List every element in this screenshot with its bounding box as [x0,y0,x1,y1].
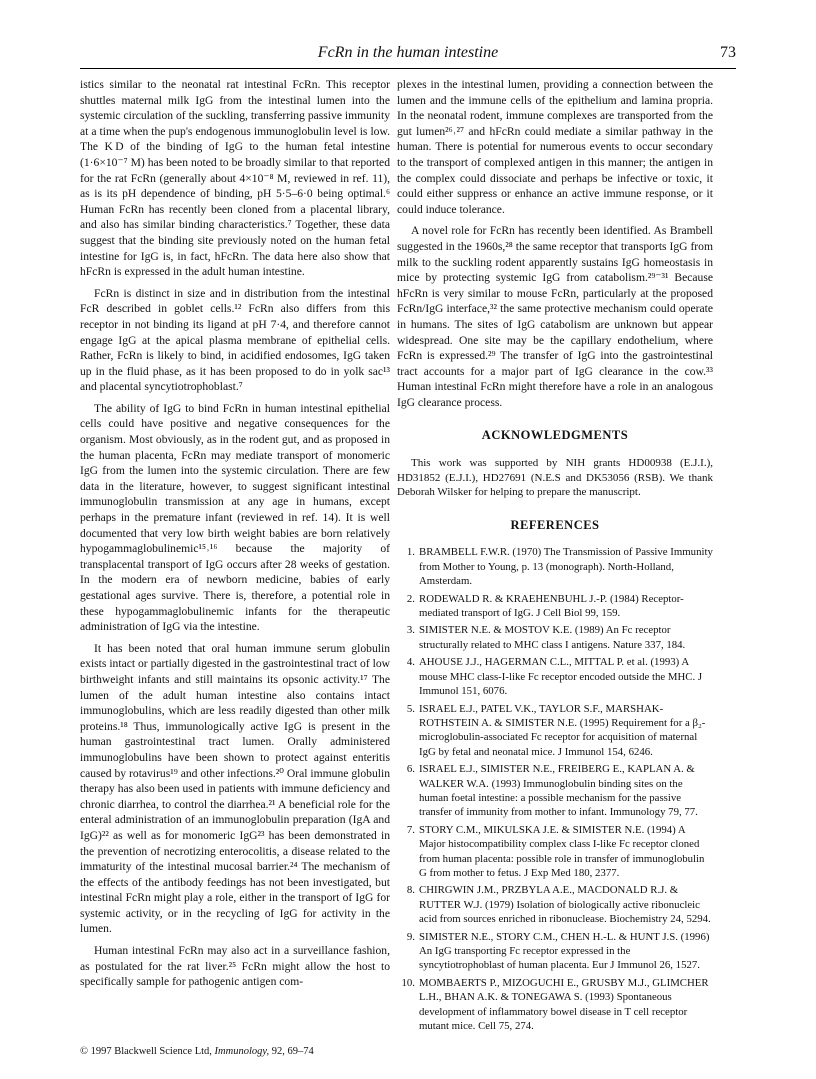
reference-text: ISRAEL E.J., SIMISTER N.E., FREIBERG E., KAPLAN A. & WALKER W.A. (1993) Immunoglobulin binding sites on the human foetal intestine: a possible mechanism for the passive transfer of immunity from mother to infant. Immunology 79, 77. [419,763,698,819]
footer-volume-pages: 92, 69–74 [271,1046,314,1057]
paragraph: The ability of IgG to bind FcRn in human intestinal epithelial cells could have positive and negative consequences for the organism. Most obviously, as in the rodent gut, and as proposed in the human placenta, FcRn may mediate transport of monomeric IgG from the lumen into the systemic circulation. There are few data in the literature, however, to suggest significant intestinal immunoglobulin transmission at any age in humans, except perhaps in the premature infant (reviewed in ref. 14). It is well documented that very low birth weight babies are born relatively hypogammaglobulinemic¹⁵˒¹⁶ because the majority of transplacental transport of IgG occurs after 28 weeks of gestation. In the modern era of newborn medicine, babies of early gestational ages survive. There is, therefore, a potential role in these hypogammaglobulinemic infants for the therapeutic administration of IgG via the intestine. [80,401,390,634]
reference-item [397,883,713,926]
reference-text: MOMBAERTS P., MIZOGUCHI E., GRUSBY M.J., GLIMCHER L.H., BHAN A.K. & TONEGAWA S. (1993) Spontaneous development of inflammatory bowel disease in T cell receptor mutant mice. Cell 75, 274. [419,976,709,1033]
running-head [80,42,736,69]
left-column [80,77,390,996]
reference-number: 8. [406,884,415,897]
reference-item [397,545,713,588]
reference-number: 9. [406,930,415,943]
reference-number: 4. [406,656,415,669]
reference-text: AHOUSE J.J., HAGERMAN C.L., MITTAL P. et al. (1993) A mouse MHC class-I-like Fc receptor encoded outside the MHC. J Immunol 151, 6076. [419,656,703,698]
reference-item [397,762,713,820]
reference-text: BRAMBELL F.W.R. (1970) The Transmission of Passive Immunity from Mother to Young, p. 13 (monograph). North-Holland, Amsterdam. [419,546,713,588]
reference-text: SIMISTER N.E., STORY C.M., CHEN H.-L. & HUNT J.S. (1996) An IgG transporting Fc receptor expressed in the syncytiotrophoblast of human placenta. Eur J Immunol 26, 1527. [419,930,710,972]
reference-number: 7. [406,823,415,836]
reference-item [397,823,713,881]
footer [80,1046,314,1057]
reference-item [397,976,713,1034]
reference-item [397,623,713,652]
paragraph: Human intestinal FcRn may also act in a surveillance fashion, as postulated for the rat liver.²⁵ FcRn might allow the host to specifically sample for pathogenic antigen com- [80,944,390,989]
reference-number: 5. [406,702,415,715]
reference-item [397,592,713,621]
acknowledgments-text: This work was supported by NIH grants HD00938 (E.J.I.), HD31852 (E.J.I.), HD27691 (N.E.S and DK53056 (RSB). We thank Deborah Wilsker for helping to prepare the manuscript. [397,457,713,499]
paragraph: plexes in the intestinal lumen, providing a connection between the lumen and the immune cells of the epithelium and lamina propria. In the neonatal rodent, immune complexes are transported from the gut lumen²⁶˒²⁷ and hFcRn could mediate a similar pathway in the human. There is potential for numerous events to occur secondary to the transport of complexed antigen in this manner; the antigen in the complex could dissociate and perhaps be infective or toxic, it could either suppress or enhance an active immune response, or it could induce tolerance. [397,78,713,216]
reference-number: 3. [406,624,415,637]
reference-text: RODEWALD R. & KRAEHENBUHL J.-P. (1984) Receptor-mediated transport of IgG. J Cell Biol 99, 159. [419,592,684,620]
paragraph: It has been noted that oral human immune serum globulin exists intact or partially digested in the gastrointestinal tract of low birthweight infants and still maintains its opsonic activity.¹⁷ The lumen of the adult human intestine also contains intact immunoglobulins, which are less readily digested than other milk proteins.¹⁸ Thus, immunologically active IgG is present in the human gastrointestinal tract lumen. Orally administered immunoglobulins have been shown to protect against enteritis caused by rotavirus¹⁹ and other infections.²⁰ Oral immune globulin therapy has also been used in patients with immune deficiency and chronic diarrhea, to control the diarrhea.²¹ A beneficial role for the enteral administration of an immunoglobulin preparation (IgA and IgG)²² as well as for monomeric IgG²³ has been demonstrated in the prevention of necrotizing enterocolitis, a disease related to the immaturity of the intestinal mucosal barrier.²⁴ The mechanism of the effects of the antibody feedings has not been investigated, but intestinal FcRn might play a role, either in the transport of IgG for systemic activity, or in the recycling of IgG for activity in the lumen. [80,641,390,936]
reference-text: ISRAEL E.J., PATEL V.K., TAYLOR S.F., MARSHAK-ROTHSTEIN A. & SIMISTER N.E. (1995) Requirement for a β₂-microglobulin-associated Fc receptor for acquisition of maternal IgG by fetal and neonatal mice. J Immunol 154, 6246. [419,702,706,758]
footer-copyright: © 1997 Blackwell Science Ltd, [80,1046,212,1057]
paragraph: A novel role for FcRn has recently been identified. As Brambell suggested in the 1960s,²⁸ the same receptor that transports IgG from milk to the suckling rodent apparently sustains IgG homeostasis in mice by protecting systemic IgG from catabolism.²⁹⁻³¹ Because hFcRn is very similar to mouse FcRn, particularly at the proposed FcRn/IgG interface,³² the same protective mechanism could operate in humans. The sites of IgG catabolism are unknown but appear widespread. One site may be the capillary endothelium, where FcRn is expressed.²⁹ The transfer of IgG into the gastrointestinal tract accounts for a major part of IgG clearance in the cow.³³ Human intestinal FcRn might therefore have a role in an analogous IgG clearance process. [397,224,713,409]
reference-item [397,930,713,973]
references-heading: REFERENCES [510,517,600,532]
reference-number: 6. [406,763,415,776]
page-number: 73 [720,44,736,61]
reference-text: CHIRGWIN J.M., PRZBYLA A.E., MACDONALD R.J. & RUTTER W.J. (1979) Isolation of biologically active ribonucleic acid from sources enriched in ribonuclease. Biochemistry 24, 5294. [419,884,711,926]
reference-number: 10. [401,976,415,989]
reference-item [397,702,713,760]
reference-text: SIMISTER N.E. & MOSTOV K.E. (1989) An Fc receptor structurally related to MHC class I antigens. Nature 337, 184. [419,624,686,651]
reference-item [397,655,713,698]
right-column [397,77,713,1036]
reference-list [397,545,713,1033]
footer-journal: Immunology, [214,1046,270,1057]
reference-text: STORY C.M., MIKULSKA J.E. & SIMISTER N.E. (1994) A Major histocompatibility complex class I-like Fc receptor cloned from human placenta: possible role in transfer of immunoglobulin G from mother to fetus. J Exp Med 180, 2377. [419,823,705,879]
reference-number: 1. [406,546,415,559]
acknowledgments-heading: ACKNOWLEDGMENTS [481,428,629,443]
running-title: FcRn in the human intestine [317,44,499,61]
paragraph: istics similar to the neonatal rat intestinal FcRn. This receptor shuttles maternal milk IgG from the intestinal lumen into the systemic circulation of the suckling, transferring passive immunity at a time when the pup's endogenous immunoglobulin level is low. The K D of the binding of IgG to the human fetal intestine (1·6×10⁻⁷ M) has been noted to be broadly similar to that reported for the rat FcRn (generally about 4×10⁻⁸ M, reviewed in ref. 11), as is its pH dependence of binding, pH 5·5–6·0 being optimal.⁶ Human FcRn has recently been cloned from a placental library, and also has similar binding characteristics.⁷ Together, these data suggest that the binding site previously noted on the human fetal intestine for IgG is, in fact, hFcRn. The data here also show that hFcRn is expressed in the adult human intestine. [80,78,390,279]
paragraph: FcRn is distinct in size and in distribution from the intestinal FcR described in goblet cells.¹² FcRn also differs from this receptor in not binding its ligand at pH 7·4, and therefore cannot engage IgG at the apical plasma membrane of epithelial cells. Rather, FcRn is likely to bind, in acidified endosomes, IgG taken up in the fluid phase, as it has been proposed to do in yolk sac¹³ and placental syncytiotrophoblast.⁷ [80,286,390,394]
reference-number: 2. [406,592,415,605]
